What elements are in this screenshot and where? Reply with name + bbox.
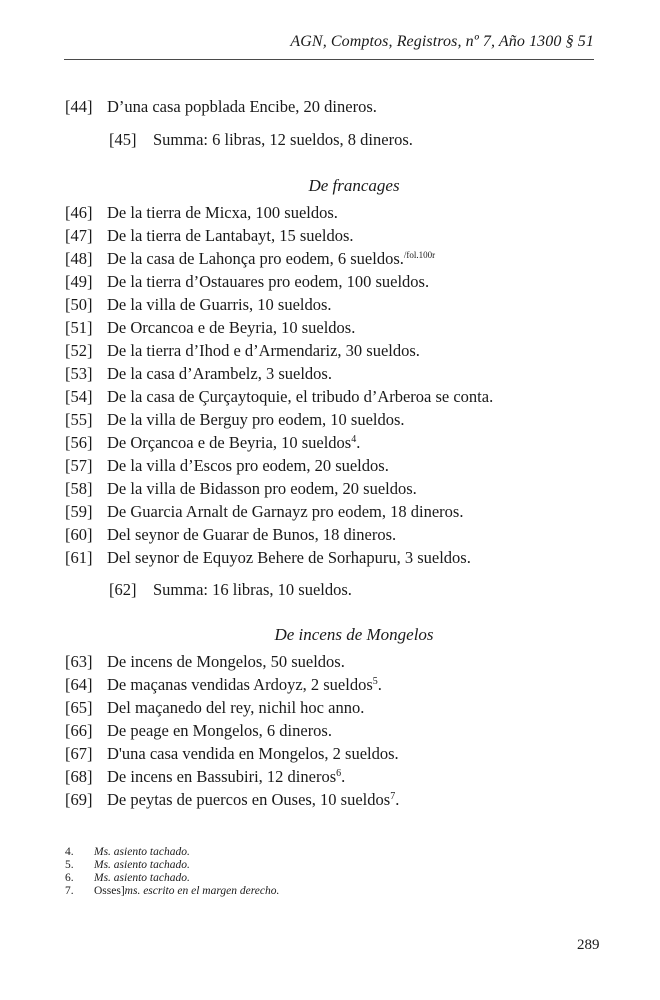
entry-number: [56] (65, 433, 93, 452)
entry-number: [54] (65, 387, 93, 406)
entry-number: [46] (65, 203, 93, 222)
entry-text: De la casa d’Arambelz, 3 sueldos. (107, 364, 332, 383)
entry-51 (65, 318, 355, 338)
entry-text: De Guarcia Arnalt de Garnayz pro eodem, 18 dineros. (107, 502, 464, 521)
entry-text: De la villa de Berguy pro eodem, 10 sueldos. (107, 410, 405, 429)
footnote-4 (65, 846, 190, 859)
entry-49 (65, 272, 429, 292)
footnote-number: 4. (65, 846, 74, 858)
entry-text-end: . (356, 433, 361, 452)
entry-55 (65, 410, 405, 430)
entry-text: De incens de Mongelos, 50 sueldos. (107, 652, 345, 671)
entry-number: [58] (65, 479, 93, 498)
footnote-6 (65, 872, 190, 885)
entry-number: [45] (109, 130, 137, 149)
entry-number: [61] (65, 548, 93, 567)
entry-58 (65, 479, 417, 499)
footnote-5 (65, 859, 190, 872)
summa-62 (109, 580, 352, 600)
entry-text: Summa: 16 libras, 10 sueldos. (153, 580, 352, 599)
entry-number: [60] (65, 525, 93, 544)
entry-text-end: . (341, 767, 346, 786)
entry-text: D’una casa popblada Encibe, 20 dineros. (107, 97, 377, 116)
entry-text-end: . (377, 675, 382, 694)
entry-text: De peage en Mongelos, 6 dineros. (107, 721, 332, 740)
entry-number: [67] (65, 744, 93, 763)
footnote-number: 6. (65, 872, 74, 884)
entry-number: [49] (65, 272, 93, 291)
entry-number: [48] (65, 249, 93, 268)
entry-59 (65, 502, 463, 522)
footnote-roman: Osses] (94, 885, 125, 897)
running-head: AGN, Comptos, Registros, nº 7, Año 1300 § 51 (290, 33, 594, 50)
entry-number: [59] (65, 502, 93, 521)
entry-60 (65, 525, 396, 545)
entry-text: De Orçancoa e de Beyria, 10 sueldos (107, 433, 352, 452)
entry-text: Del maçanedo del rey, nichil hoc anno. (107, 698, 365, 717)
footnote-text: Ms. asiento tachado. (94, 846, 190, 858)
entry-text: De Orcancoa e de Beyria, 10 sueldos. (107, 318, 356, 337)
entry-69 (65, 790, 399, 810)
entry-number: [57] (65, 456, 93, 475)
entry-number: [63] (65, 652, 93, 671)
entry-number: [68] (65, 767, 93, 786)
entry-text: De la casa de Çurçaytoquie, el tribudo d’Arberoa se conta. (107, 387, 494, 406)
folio-marker: /fol.100r (403, 250, 436, 260)
entry-text: De peytas de puercos en Ouses, 10 sueldos (107, 790, 391, 809)
footnote-text: Ms. asiento tachado. (94, 872, 190, 884)
entry-56 (65, 433, 360, 453)
entry-text-end: . (395, 790, 400, 809)
entry-text: De la villa de Bidasson pro eodem, 20 sueldos. (107, 479, 417, 498)
entry-number: [47] (65, 226, 93, 245)
entry-number: [66] (65, 721, 93, 740)
entry-text: De la tierra d’Ostauares pro eodem, 100 sueldos. (107, 272, 430, 291)
entry-68 (65, 767, 345, 787)
summa-45 (109, 130, 413, 150)
entry-67 (65, 744, 399, 764)
entry-text: De la villa de Guarris, 10 sueldos. (107, 295, 332, 314)
footnote-ref[interactable]: 4 (351, 434, 357, 445)
entry-text: Del seynor de Guarar de Bunos, 18 dineros. (107, 525, 397, 544)
footnote-text: Ms. asiento tachado. (94, 859, 190, 871)
entry-text: De la tierra de Micxa, 100 sueldos. (107, 203, 338, 222)
entry-text: De la tierra d’Ihod e d’Armendariz, 30 sueldos. (107, 341, 420, 360)
entry-52 (65, 341, 420, 361)
entry-text: D'una casa vendida en Mongelos, 2 sueldos. (107, 744, 399, 763)
entry-57 (65, 456, 389, 476)
footnote-ref[interactable]: 6 (336, 768, 342, 779)
footnote-number: 7. (65, 885, 74, 897)
entry-66 (65, 721, 332, 741)
footnote-7 (65, 885, 279, 898)
entry-48 (65, 249, 435, 269)
entry-63 (65, 652, 345, 672)
entry-61 (65, 548, 471, 568)
entry-text: De maçanas vendidas Ardoyz, 2 sueldos (107, 675, 373, 694)
entry-number: [51] (65, 318, 93, 337)
entry-text: De la tierra de Lantabayt, 15 sueldos. (107, 226, 354, 245)
entry-53 (65, 364, 332, 384)
entry-54 (65, 387, 493, 407)
entry-number: [50] (65, 295, 93, 314)
entry-50 (65, 295, 332, 315)
footnote-ref[interactable]: 7 (390, 791, 396, 802)
entry-number: [53] (65, 364, 93, 383)
entry-number: [65] (65, 698, 93, 717)
entry-text: De la casa de Lahonça pro eodem, 6 sueldos. (107, 249, 404, 268)
entry-44 (65, 97, 377, 117)
header-rule (64, 59, 594, 60)
entry-number: [64] (65, 675, 93, 694)
entry-text: De la villa d’Escos pro eodem, 20 sueldos. (107, 456, 389, 475)
footnote-number: 5. (65, 859, 74, 871)
section-title-incens-de-mongelos: De incens de Mongelos (274, 625, 434, 644)
entry-number: [62] (109, 580, 137, 599)
entry-number: [44] (65, 97, 93, 116)
entry-text: Summa: 6 libras, 12 sueldos, 8 dineros. (153, 130, 413, 149)
footnote-ref[interactable]: 5 (372, 676, 378, 687)
entry-text: De incens en Bassubiri, 12 dineros (107, 767, 337, 786)
footnote-text: ms. escrito en el margen derecho. (124, 885, 280, 897)
section-title-francages: De francages (308, 176, 400, 195)
entry-number: [69] (65, 790, 93, 809)
entry-number: [55] (65, 410, 93, 429)
entry-65 (65, 698, 364, 718)
entry-47 (65, 226, 354, 246)
page-number: 289 (577, 937, 600, 953)
entry-46 (65, 203, 338, 223)
entry-text: Del seynor de Equyoz Behere de Sorhapuru, 3 sueldos. (107, 548, 471, 567)
entry-64 (65, 675, 382, 695)
entry-number: [52] (65, 341, 93, 360)
